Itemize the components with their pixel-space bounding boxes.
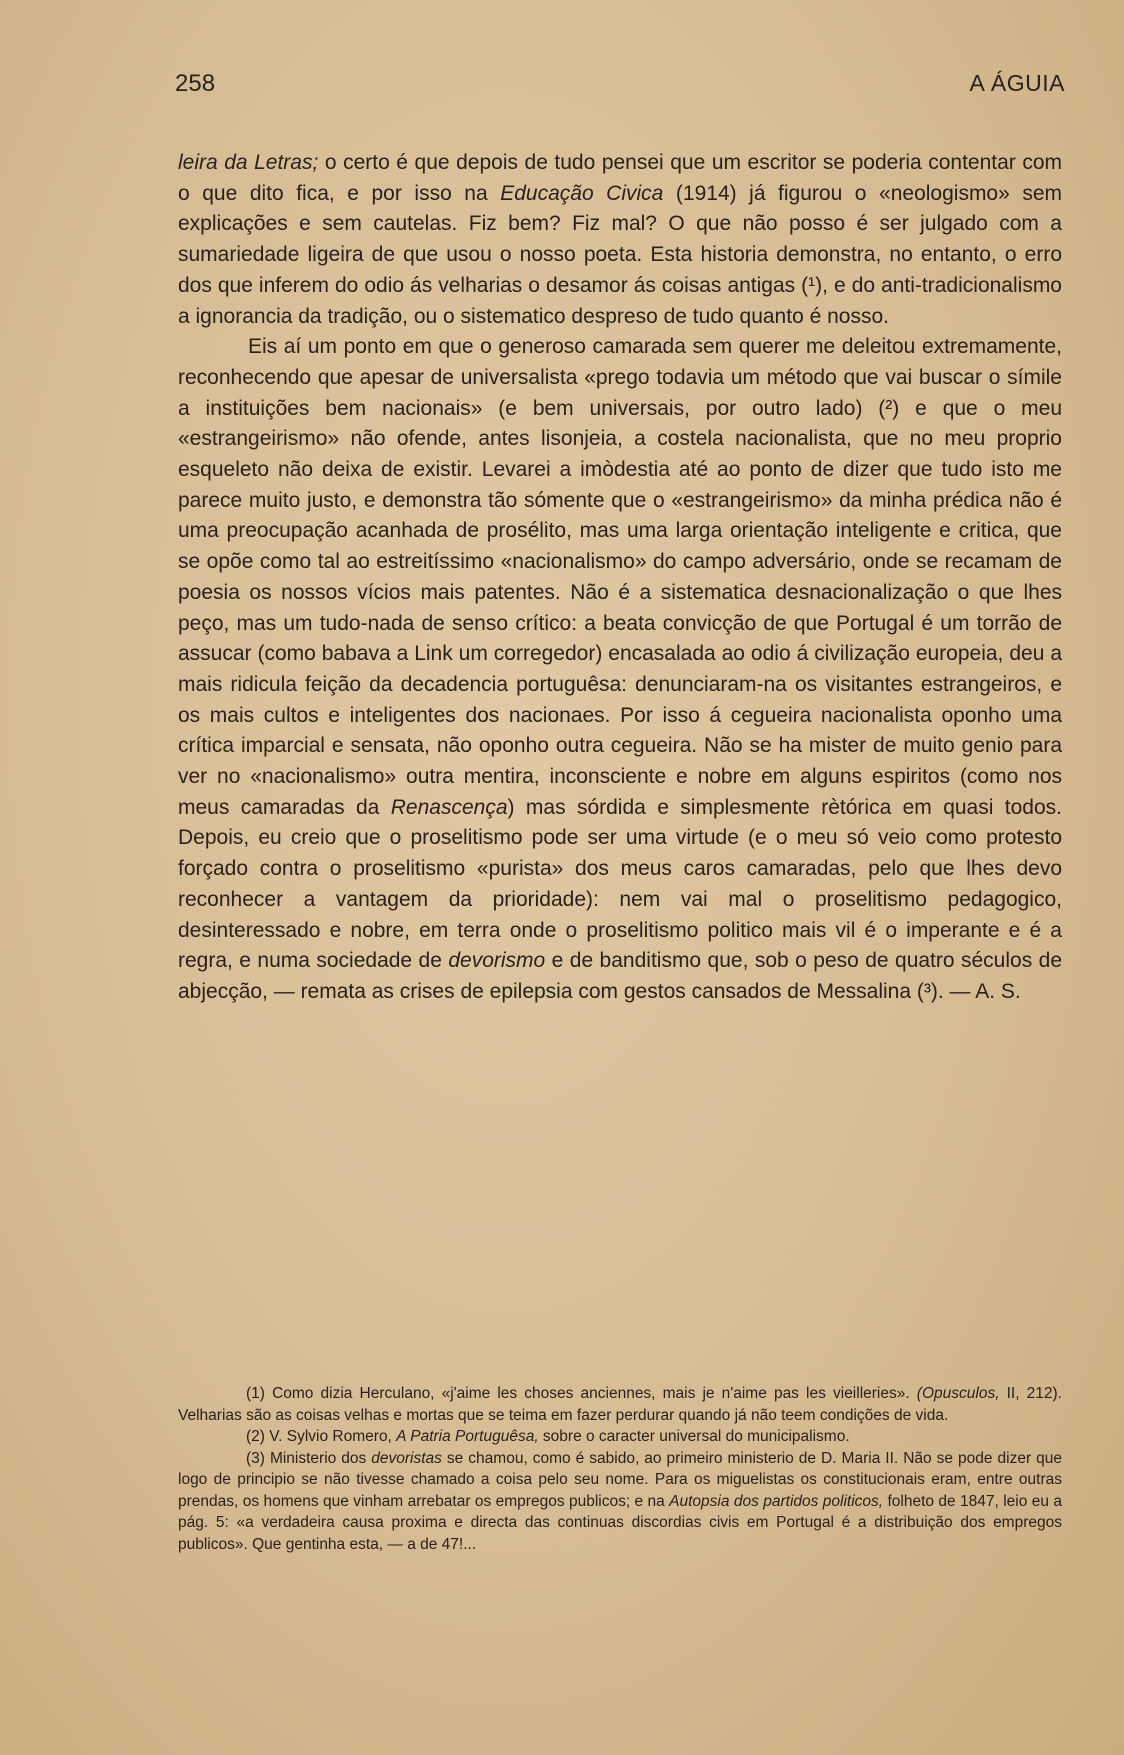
- italic-title: Renascença: [390, 795, 508, 819]
- italic-word: devoristas: [371, 1449, 442, 1467]
- footnote-text: folheto de 1847, leio eu a pág. 5: «a verdadeira causa proxima e directa das continuas discordias civis em Portugal é a distribuição dos empregos publicos». Que gentinha esta, — a de 47!...: [178, 1492, 1062, 1553]
- italic-title: A Patria Portuguêsa,: [396, 1428, 539, 1445]
- running-head: [175, 70, 1065, 100]
- paragraph-text: o certo é que depois de tudo pensei que um escritor se poderia contentar com o que dito fica, e por isso na: [178, 151, 1062, 205]
- body-text: [178, 148, 1062, 1008]
- footnote-text: sobre o caracter universal do municipalismo.: [538, 1428, 850, 1445]
- paragraph-text: Eis aí um ponto em que o generoso camarada sem querer me deleitou extremamente, reconhecendo que apesar de universalista «prego todavia um método que vai buscar o símile a instituições bem nacionais» (e bem universais, por outro lado) (²) e que o meu «estrangeirismo» não ofende, antes lisonjeia, a costela nacionalista, que no meu proprio esqueleto não deixa de existir. Levarei a imòdestia até ao ponto de dizer que tudo isto me parece muito justo, e demonstra tão sómente que o «estrangeirismo» da minha prédica não é uma preocupação acanhada de prosélito, mas uma larga orientação inteligente e critica, que se opõe como tal ao estreitíssimo «nacionalismo» do campo adversário, onde se recamam de poesia os nossos vícios mais patentes. Não é a sistematica desnacionalização o que lhes peço, mas um tudo-nada de senso crítico: a beata convicção de que Portugal é um torrão de assucar (como babava a Link um corregedor) encasalada ao odio á civilização europeia, deu a mais ridicula feição da decadencia portuguêsa: denunciaram-na os visitantes estrangeiros, e os mais cultos e inteligentes dos nacionaes. Por isso á cegueira nacionalista oponho uma crítica imparcial e sensata, não oponho outra cegueira. Não se ha mister de muito genio para ver no «nacionalismo» outra mentira, inconsciente e nobre em alguns espiritos (como nos meus camaradas da: [178, 335, 1062, 819]
- footnotes: [178, 1383, 1062, 1555]
- paragraph-text: e de banditismo que, sob o peso de quatro séculos de abjecção, — remata as crises de epilepsia com gestos cansados de Messalina (³). — A. S.: [178, 949, 1062, 1003]
- footnote-1: [178, 1383, 1062, 1426]
- footnote-text: II, 212). Velharias são as coisas velhas e mortas que se teima em fazer perdurar quando já não teem condições de vida.: [178, 1385, 1062, 1424]
- footnote-3: [178, 1448, 1062, 1556]
- paragraph-text: ) mas sórdida e simplesmente rètórica em quasi todos. Depois, eu creio que o proselitismo pode ser uma virtude (e o meu só veio como protesto forçado contra o proselitismo «purista» dos meus caros camaradas, pelo que lhes devo reconhecer a vantagem da prioridade): nem vai mal o proselitismo pedagogico, desinteressado e nobre, em terra onde o proselitismo politico mais vil é o imperante e é a regra, e numa sociedade de: [178, 795, 1062, 973]
- paragraph-text: (1914) já figurou o «neologismo» sem explicações e sem cautelas. Fiz bem? Fiz mal? O que não posso é ser julgado com a sumariedade ligeira de que usou o nosso poeta. Esta historia demonstra, no entanto, o erro dos que inferem do odio ás velharias o desamor ás coisas antigas (¹), e do anti-tradicionalismo a ignorancia da tradição, ou o sistematico despreso de tudo quanto é nosso.: [178, 181, 1063, 328]
- footnote-2: [178, 1426, 1062, 1448]
- italic-title: Autopsia dos partidos politicos,: [669, 1492, 884, 1510]
- footnote-text: (3) Ministerio dos: [246, 1449, 372, 1467]
- paragraph-2: [178, 332, 1062, 1007]
- page-number: 258: [175, 70, 216, 97]
- footnote-text: (1) Como dizia Herculano, «j'aime les choses anciennes, mais je n'aime pas les vieilleries».: [246, 1385, 917, 1402]
- italic-title: Educação Civica: [500, 181, 664, 205]
- journal-title: A ÁGUIA: [969, 70, 1065, 96]
- italic-phrase: leira da Letras;: [178, 151, 319, 174]
- italic-title: (Opusculos,: [916, 1385, 1000, 1402]
- italic-word: devorismo: [448, 949, 546, 973]
- paragraph-1: [178, 148, 1062, 332]
- footnote-text: se chamou, como é sabido, ao primeiro ministerio de D. Maria II. Não se pode dizer que logo de principio se não tivesse chamado a coisa pelo seu nome. Para os miguelistas os constitucionais eram, entre outras prendas, os homens que vinham arrebatar os empregos publicos; e na: [178, 1449, 1062, 1510]
- footnote-text: (2) V. Sylvio Romero,: [246, 1428, 397, 1445]
